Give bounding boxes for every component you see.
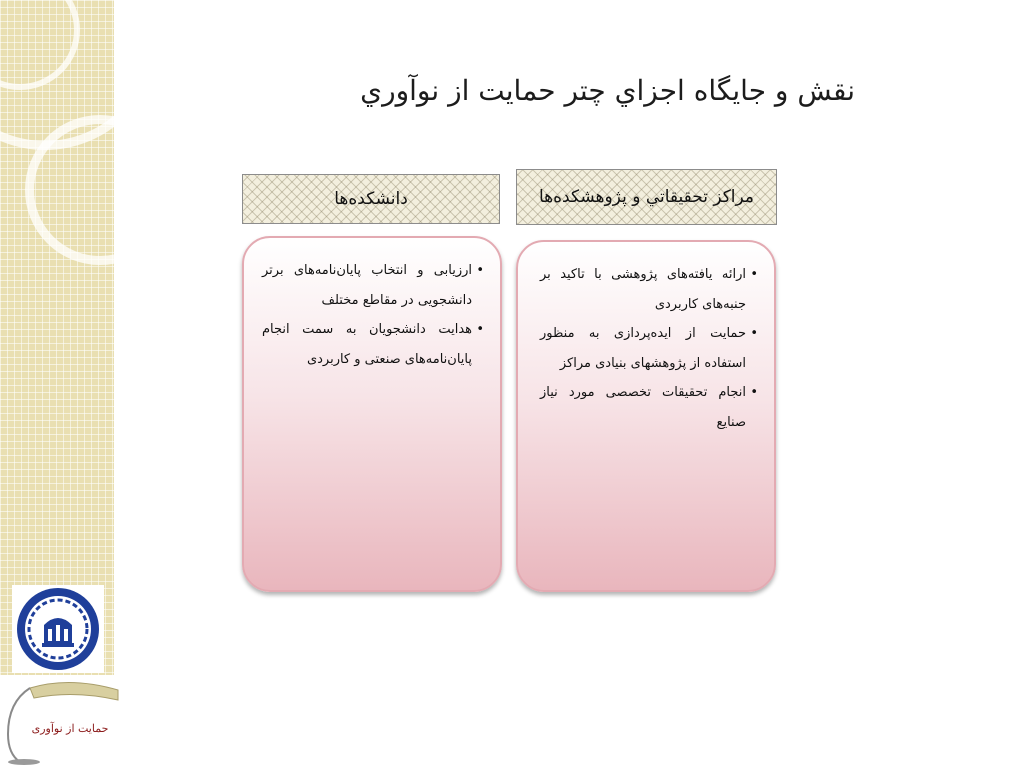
faculties-header xyxy=(242,174,500,224)
university-seal-icon xyxy=(12,585,104,673)
university-logo xyxy=(12,585,104,673)
research-centers-bullet-list xyxy=(540,260,756,437)
research-centers-header xyxy=(516,169,777,225)
decorative-side-band xyxy=(0,0,114,675)
umbrella-logo xyxy=(0,674,120,768)
faculties-header-label: دانشکده‌ها xyxy=(334,189,408,209)
slide-title: نقش و جايگاه اجزاي چتر حمايت از نوآوري xyxy=(360,74,855,107)
faculties-panel xyxy=(242,236,502,592)
list-item: • حمایت از ایده‌پردازی به منظور استفاده از پژوهشهای بنیادی مراکز xyxy=(540,319,756,378)
research-centers-panel xyxy=(516,240,776,592)
brand-caption: حمایت از نوآوری xyxy=(31,722,109,735)
list-item: • انجام تحقیقات تخصصی مورد نیاز صنایع xyxy=(540,378,756,437)
list-item: • ارائه یافته‌های پژوهشی با تاکید بر جنبه‌های کاربردی xyxy=(540,260,756,319)
list-item: • ارزیابی و انتخاب پایان‌نامه‌های برتر دانشجویی در مقاطع مختلف xyxy=(262,256,482,315)
list-item: • هدایت دانشجویان به سمت انجام پایان‌نامه‌های صنعتی و کاربردی xyxy=(262,315,482,374)
umbrella-icon xyxy=(0,674,120,768)
faculties-bullet-list xyxy=(262,256,482,374)
research-centers-header-label: مراكز تحقيقاتي و پژوهشکده‌ها xyxy=(538,187,755,207)
